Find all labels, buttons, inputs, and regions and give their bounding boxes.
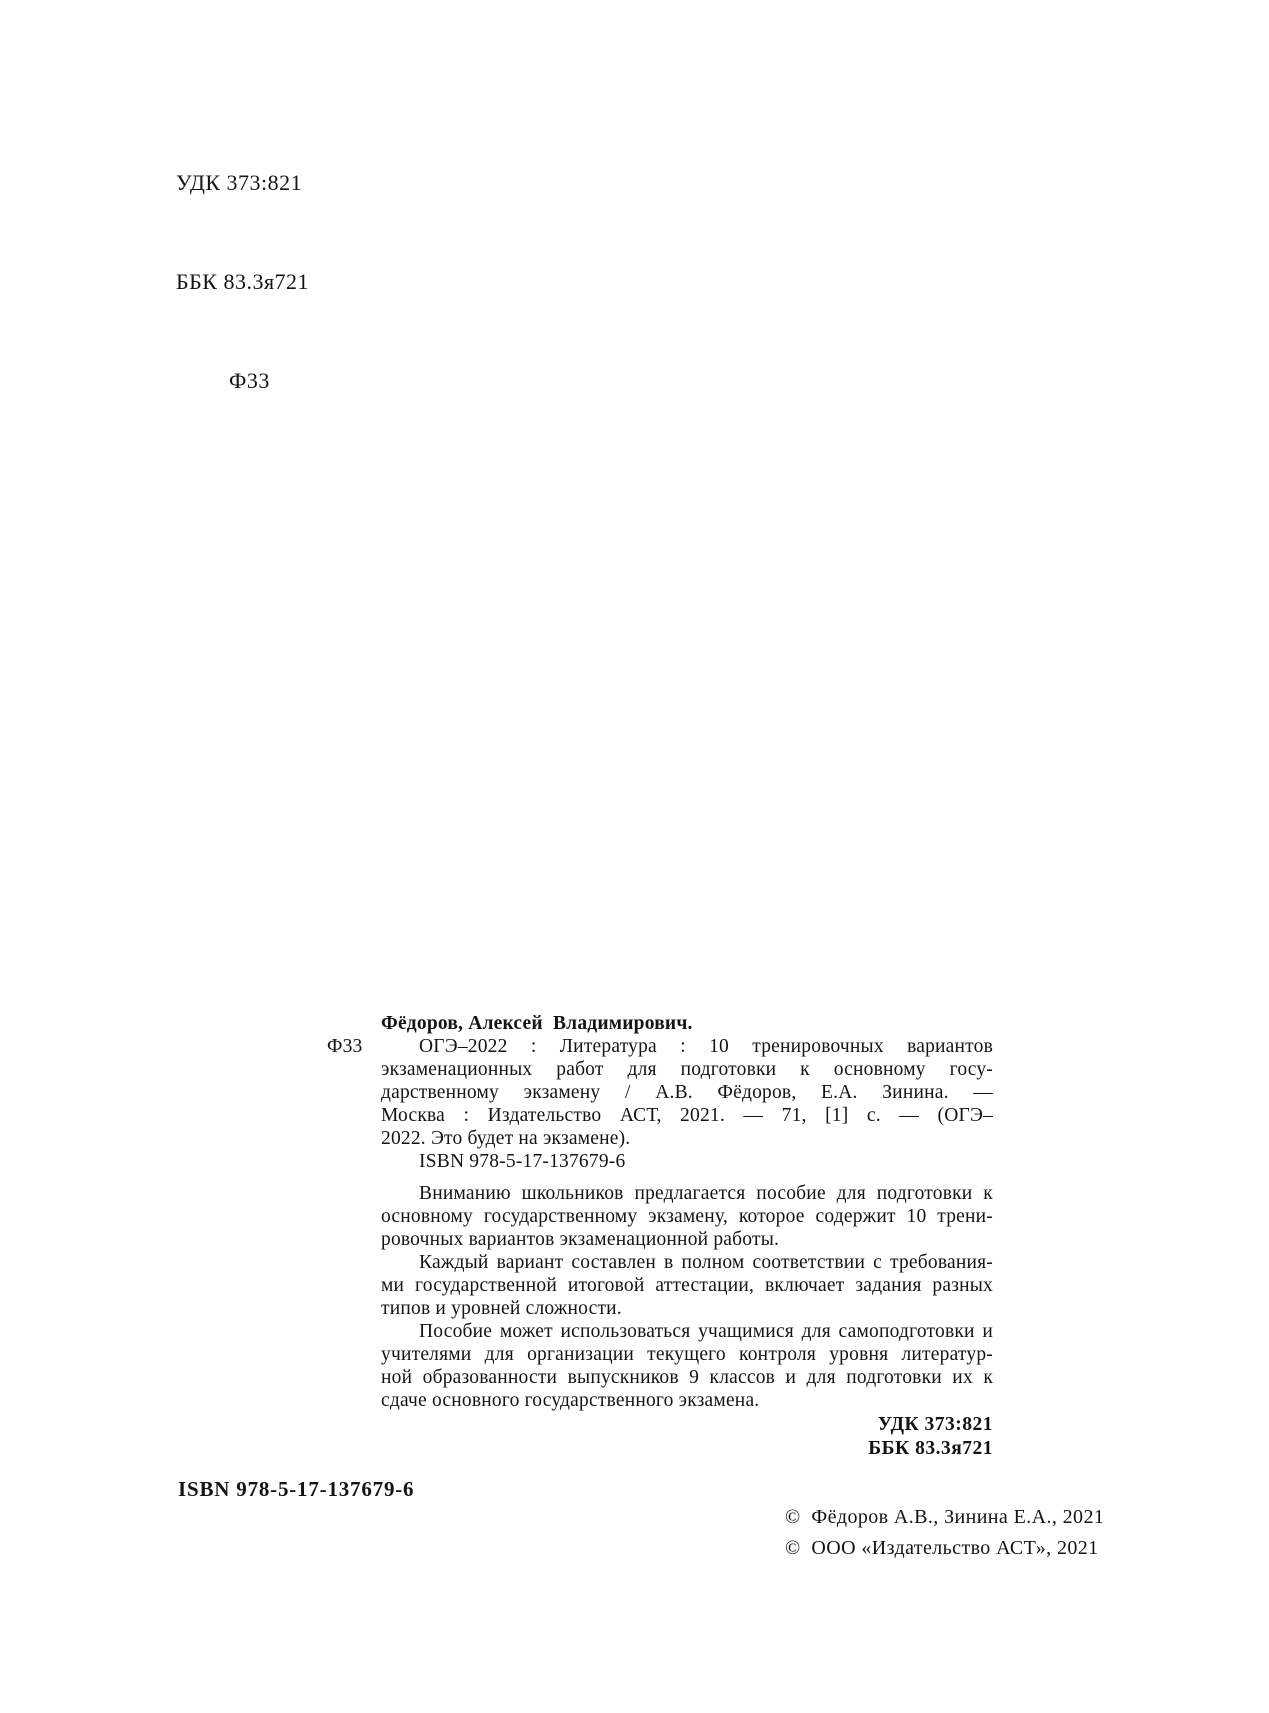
copyright-publisher: © ООО «Издательство АСТ», 2021 — [785, 1537, 1099, 1559]
text-line: ной образованности выпускников 9 классов и для подготовки их к — [381, 1367, 993, 1388]
bbk-code-footer: ББК 83.3я721 — [868, 1438, 993, 1459]
catalog-card — [327, 1012, 993, 1461]
bibliographic-description — [327, 1035, 993, 1150]
text-line: экзаменационных работ для подготовки к основному госу- — [381, 1059, 993, 1080]
udk-bbk-top-block — [176, 100, 309, 463]
text-line: основному государственному экзамену, которое содержит 10 трени- — [381, 1206, 993, 1227]
bbk-code-top: ББК 83.3я721 — [176, 269, 310, 294]
udk-bbk-footer-block — [381, 1413, 993, 1461]
text-line: дарственному экзамену / А.В. Фёдоров, Е.А. Зинина. — — [381, 1082, 993, 1103]
text-line: 2022. Это будет на экзамене). — [381, 1128, 631, 1149]
text-line: Пособие может использоваться учащимися для самоподготовки и — [419, 1321, 993, 1342]
text-line: Каждый вариант составлен в полном соответствии с требования- — [419, 1252, 993, 1273]
copyright-block — [785, 1502, 1104, 1564]
text-line: типов и уровней сложности. — [381, 1298, 622, 1319]
udk-code-footer: УДК 373:821 — [877, 1414, 993, 1435]
text-line: Москва : Издательство АСТ, 2021. — 71, [1] с. — (ОГЭ– — [381, 1105, 993, 1126]
annotation-paragraph-2 — [381, 1251, 993, 1320]
isbn-line-card: ISBN 978-5-17-137679-6 — [419, 1151, 626, 1172]
text-line: Вниманию школьников предлагается пособие для подготовки к — [419, 1183, 993, 1204]
author-sign-code-margin: Ф33 — [327, 1036, 363, 1057]
text-line: ОГЭ–2022 : Литература : 10 тренировочных вариантов — [419, 1036, 993, 1057]
author-sign-code-top: Ф33 — [229, 368, 270, 393]
isbn-bottom: ISBN 978-5-17-137679-6 — [178, 1477, 415, 1501]
annotation-paragraph-1 — [381, 1182, 993, 1251]
text-line: ми государственной итоговой аттестации, включает задания разных — [381, 1275, 993, 1296]
author-heading: Фёдоров, Алексей Владимирович. — [381, 1013, 693, 1034]
text-line: ровочных вариантов экзаменационной работы. — [381, 1229, 780, 1250]
annotation-paragraph-3 — [381, 1320, 993, 1412]
udk-code-top: УДК 373:821 — [176, 170, 303, 195]
text-line: сдаче основного государственного экзамена. — [381, 1390, 760, 1411]
copyright-authors: © Фёдоров А.В., Зинина Е.А., 2021 — [785, 1506, 1105, 1528]
text-line: учителями для организации текущего контроля уровня литератур- — [381, 1344, 993, 1365]
